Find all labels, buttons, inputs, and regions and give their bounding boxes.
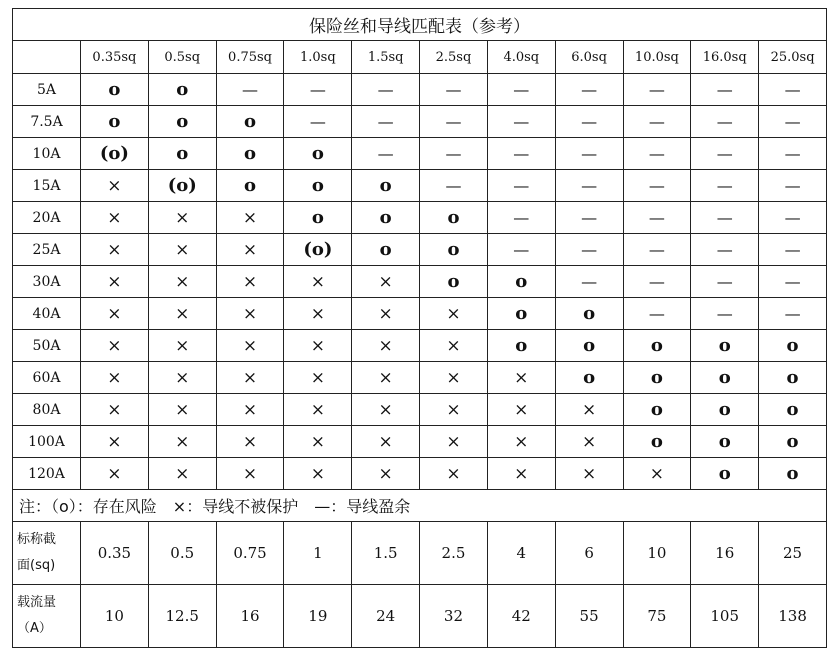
match-cell: — [759,74,827,106]
match-cell: × [420,330,488,362]
match-cell: — [352,106,420,138]
ampacity-row [13,585,827,648]
match-cell: o [352,234,420,266]
match-cell: o [284,138,352,170]
match-cell: — [691,138,759,170]
cross-section-header: 25.0sq [759,41,827,74]
match-cell: × [216,394,284,426]
match-cell: × [420,458,488,490]
match-cell: — [487,170,555,202]
match-cell: o [623,362,691,394]
match-cell: × [81,170,149,202]
match-cell: (o) [148,170,216,202]
ampacity-value-cell: 24 [352,585,420,648]
match-cell: — [691,106,759,138]
legend-note: 注：（o）：存在风险 ×：导线不被保护 —：导线盈余 [13,490,827,522]
table-row [13,138,827,170]
match-cell: × [420,426,488,458]
match-cell: × [487,394,555,426]
match-cell: — [352,74,420,106]
match-cell: × [216,298,284,330]
nominal-value-cell: 2.5 [420,522,488,585]
nominal-value-cell: 0.35 [81,522,149,585]
table-row [13,234,827,266]
match-cell: — [623,266,691,298]
match-cell: × [555,458,623,490]
match-cell: × [81,330,149,362]
nominal-value-cell: 0.75 [216,522,284,585]
match-cell: — [759,202,827,234]
match-cell: — [284,106,352,138]
table-row [13,458,827,490]
match-cell: — [623,234,691,266]
match-cell: o [555,362,623,394]
match-cell: o [148,74,216,106]
match-cell: — [623,170,691,202]
match-cell: × [216,202,284,234]
ampacity-label [13,585,81,648]
match-cell: × [81,266,149,298]
ampacity-value-cell: 42 [487,585,555,648]
match-cell: o [759,458,827,490]
match-cell: — [555,170,623,202]
match-cell: — [759,106,827,138]
ampacity-value-cell: 55 [555,585,623,648]
match-cell: — [759,266,827,298]
ampacity-value-cell: 75 [623,585,691,648]
match-cell: × [623,458,691,490]
ampacity-value-cell: 105 [691,585,759,648]
match-cell: — [420,74,488,106]
match-cell: × [148,458,216,490]
match-cell: — [759,234,827,266]
match-cell: × [148,426,216,458]
match-cell: × [352,458,420,490]
legend-row [13,490,827,522]
match-cell: — [691,298,759,330]
cross-section-header: 1.5sq [352,41,420,74]
match-cell: × [81,362,149,394]
match-cell: — [487,234,555,266]
cross-section-header: 6.0sq [555,41,623,74]
match-cell: × [216,362,284,394]
match-cell: × [284,266,352,298]
table-row [13,362,827,394]
nominal-value-cell: 4 [487,522,555,585]
match-cell: — [555,266,623,298]
match-cell: o [352,202,420,234]
match-cell: — [759,170,827,202]
match-cell: × [81,426,149,458]
match-cell: o [216,170,284,202]
table-title: 保险丝和导线匹配表（参考） [13,9,827,41]
match-cell: o [759,362,827,394]
match-cell: — [623,298,691,330]
match-cell: o [284,202,352,234]
match-cell: — [487,106,555,138]
fuse-rating-cell: 60A [13,362,81,394]
match-cell: o [759,426,827,458]
match-cell: × [284,362,352,394]
match-cell: o [555,298,623,330]
title-row [13,9,827,41]
match-cell: × [148,298,216,330]
match-cell: × [284,394,352,426]
match-cell: × [555,426,623,458]
match-cell: × [487,458,555,490]
match-cell: o [623,394,691,426]
match-cell: × [487,426,555,458]
match-cell: × [148,202,216,234]
cross-section-header: 0.75sq [216,41,284,74]
match-cell: × [81,458,149,490]
table-row [13,394,827,426]
match-cell: × [352,394,420,426]
match-cell: × [284,330,352,362]
nominal-label-line1: 标称截 [17,532,57,547]
match-cell: × [81,298,149,330]
match-cell: o [81,74,149,106]
match-cell: o [487,330,555,362]
match-cell: o [623,426,691,458]
match-cell: — [691,74,759,106]
fuse-rating-cell: 20A [13,202,81,234]
match-cell: o [487,266,555,298]
ampacity-value-cell: 12.5 [148,585,216,648]
match-cell: — [216,74,284,106]
match-cell: × [352,266,420,298]
match-cell: × [352,362,420,394]
match-cell: — [420,138,488,170]
match-cell: — [555,202,623,234]
fuse-rating-cell: 15A [13,170,81,202]
ampacity-value-cell: 10 [81,585,149,648]
fuse-rating-cell: 25A [13,234,81,266]
match-cell: (o) [284,234,352,266]
nominal-value-cell: 10 [623,522,691,585]
match-cell: × [352,330,420,362]
match-cell: × [148,266,216,298]
nominal-value-cell: 16 [691,522,759,585]
match-cell: × [284,298,352,330]
match-cell: — [691,234,759,266]
match-cell: o [759,394,827,426]
match-cell: o [420,234,488,266]
match-cell: — [623,106,691,138]
match-cell: o [420,266,488,298]
table-row [13,298,827,330]
match-cell: o [148,106,216,138]
fuse-rating-cell: 80A [13,394,81,426]
fuse-rating-cell: 50A [13,330,81,362]
match-cell: — [691,202,759,234]
match-cell: — [759,298,827,330]
match-cell: × [487,362,555,394]
table-row [13,330,827,362]
cross-section-header: 16.0sq [691,41,759,74]
match-cell: × [148,234,216,266]
match-cell: — [487,74,555,106]
table-row [13,202,827,234]
cross-section-header: 4.0sq [487,41,555,74]
fuse-rating-cell: 120A [13,458,81,490]
match-cell: o [691,394,759,426]
table-row [13,170,827,202]
nominal-value-cell: 6 [555,522,623,585]
match-cell: × [81,234,149,266]
nominal-value-cell: 25 [759,522,827,585]
match-cell: (o) [81,138,149,170]
match-cell: × [148,362,216,394]
ampacity-label-line2: （A） [17,621,52,636]
match-cell: — [623,202,691,234]
match-cell: o [216,106,284,138]
corner-cell [13,41,81,74]
nominal-label-line2: 面(sq) [17,558,56,573]
match-cell: o [691,458,759,490]
cross-section-header: 10.0sq [623,41,691,74]
match-cell: × [81,394,149,426]
matching-rows [13,74,827,490]
nominal-value-cell: 1.5 [352,522,420,585]
fuse-rating-cell: 7.5A [13,106,81,138]
nominal-value-cell: 1 [284,522,352,585]
match-cell: o [691,426,759,458]
match-cell: — [352,138,420,170]
match-cell: o [487,298,555,330]
match-cell: — [623,138,691,170]
match-cell: × [555,394,623,426]
ampacity-value-cell: 138 [759,585,827,648]
match-cell: o [691,362,759,394]
match-cell: × [216,234,284,266]
match-cell: — [420,170,488,202]
ampacity-label-line1: 载流量 [17,595,57,610]
match-cell: o [623,330,691,362]
match-cell: × [420,394,488,426]
match-cell: × [352,298,420,330]
fuse-rating-cell: 40A [13,298,81,330]
match-cell: × [81,202,149,234]
match-cell: — [487,138,555,170]
fuse-rating-cell: 100A [13,426,81,458]
match-cell: o [555,330,623,362]
match-cell: o [216,138,284,170]
match-cell: — [759,138,827,170]
match-cell: — [284,74,352,106]
nominal-value-cell: 0.5 [148,522,216,585]
match-cell: × [216,458,284,490]
fuse-rating-cell: 30A [13,266,81,298]
match-cell: × [148,330,216,362]
match-cell: — [555,74,623,106]
nominal-label [13,522,81,585]
fuse-rating-cell: 10A [13,138,81,170]
match-cell: — [487,202,555,234]
match-cell: o [352,170,420,202]
ampacity-value-cell: 32 [420,585,488,648]
match-cell: × [148,394,216,426]
table-row [13,106,827,138]
match-cell: — [691,170,759,202]
fuse-wire-matching-table [12,8,827,648]
match-cell: — [555,234,623,266]
ampacity-value-cell: 16 [216,585,284,648]
match-cell: × [284,458,352,490]
ampacity-value-cell: 19 [284,585,352,648]
table-row [13,266,827,298]
match-cell: — [420,106,488,138]
match-cell: × [216,330,284,362]
nominal-section-row [13,522,827,585]
cross-section-header: 2.5sq [420,41,488,74]
match-cell: × [216,426,284,458]
fuse-rating-cell: 5A [13,74,81,106]
match-cell: o [420,202,488,234]
cross-section-header: 0.35sq [81,41,149,74]
match-cell: × [420,362,488,394]
table-row [13,426,827,458]
match-cell: o [759,330,827,362]
match-cell: — [691,266,759,298]
match-cell: o [284,170,352,202]
match-cell: × [216,266,284,298]
cross-section-header: 0.5sq [148,41,216,74]
table-row [13,74,827,106]
match-cell: — [555,138,623,170]
match-cell: o [148,138,216,170]
cross-section-header-row [13,41,827,74]
match-cell: — [555,106,623,138]
match-cell: × [420,298,488,330]
match-cell: o [691,330,759,362]
match-cell: o [81,106,149,138]
cross-section-header: 1.0sq [284,41,352,74]
match-cell: × [284,426,352,458]
match-cell: × [352,426,420,458]
match-cell: — [623,74,691,106]
